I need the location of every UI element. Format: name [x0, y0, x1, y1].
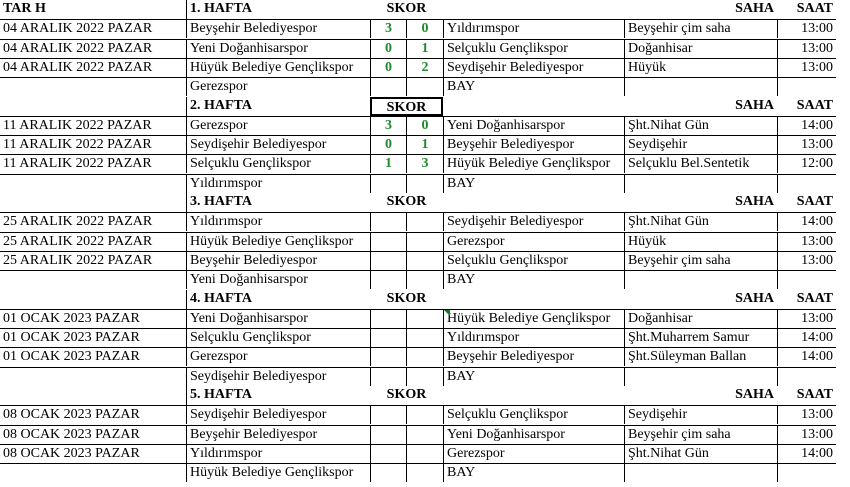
home-score[interactable]: [370, 309, 406, 328]
match-date[interactable]: 08 OCAK 2023 PAZAR: [0, 444, 186, 463]
home-team[interactable]: Selçuklu Gençlikspor: [186, 154, 370, 173]
blank-cell[interactable]: [370, 463, 406, 482]
match-date[interactable]: 01 OCAK 2023 PAZAR: [0, 328, 186, 347]
home-team[interactable]: Seydişehir Belediyespor: [186, 135, 370, 154]
away-score[interactable]: 1: [406, 135, 443, 154]
match-date[interactable]: 04 ARALIK 2022 PAZAR: [0, 58, 186, 77]
away-team[interactable]: Yeni Doğanhisarspor: [443, 116, 624, 135]
venue[interactable]: Hüyük: [624, 232, 777, 251]
kickoff-time[interactable]: 13:00: [777, 39, 836, 58]
home-team[interactable]: Beyşehir Belediyespor: [186, 425, 370, 444]
week-title[interactable]: 4. HAFTA: [186, 290, 370, 309]
score-column-header[interactable]: SKOR: [386, 291, 427, 306]
kickoff-time[interactable]: 14:00: [777, 212, 836, 231]
home-team[interactable]: Beyşehir Belediyespor: [186, 251, 370, 270]
blank-cell[interactable]: [406, 77, 443, 96]
venue-column-header[interactable]: SAHA: [735, 291, 774, 306]
home-team[interactable]: Hüyük Belediye Gençlikspor: [186, 232, 370, 251]
blank-cell[interactable]: [370, 270, 406, 289]
match-date[interactable]: 08 OCAK 2023 PAZAR: [0, 405, 186, 424]
away-team[interactable]: Beyşehir Belediyespor: [443, 135, 624, 154]
home-team[interactable]: Seydişehir Belediyespor: [186, 405, 370, 424]
blank-cell[interactable]: [0, 77, 186, 96]
venue[interactable]: Beyşehir çim saha: [624, 251, 777, 270]
venue[interactable]: Doğanhisar: [624, 309, 777, 328]
match-date[interactable]: 25 ARALIK 2022 PAZAR: [0, 212, 186, 231]
blank-cell[interactable]: [406, 270, 443, 289]
blank-cell[interactable]: [406, 174, 443, 193]
away-team[interactable]: Gerezspor: [443, 444, 624, 463]
bye-label[interactable]: BAY: [443, 77, 624, 96]
home-score[interactable]: 3: [370, 116, 406, 135]
venue[interactable]: Şht.Nihat Gün: [624, 116, 777, 135]
home-score[interactable]: 3: [370, 19, 406, 38]
venue[interactable]: Şht.Nihat Gün: [624, 444, 777, 463]
home-team[interactable]: Gerezspor: [186, 116, 370, 135]
score-column-header[interactable]: SKOR: [386, 387, 427, 402]
home-score[interactable]: [370, 232, 406, 251]
away-team[interactable]: Yıldırımspor: [443, 328, 624, 347]
week-title[interactable]: 3. HAFTA: [186, 193, 370, 212]
week-title[interactable]: 2. HAFTA: [186, 97, 370, 116]
blank-cell[interactable]: [0, 174, 186, 193]
match-date[interactable]: 01 OCAK 2023 PAZAR: [0, 347, 186, 366]
match-date[interactable]: 01 OCAK 2023 PAZAR: [0, 309, 186, 328]
away-score[interactable]: [406, 212, 443, 231]
home-score[interactable]: [370, 425, 406, 444]
bye-label[interactable]: BAY: [443, 174, 624, 193]
kickoff-time[interactable]: 13:00: [777, 405, 836, 424]
home-team[interactable]: Hüyük Belediye Gençlikspor: [186, 58, 370, 77]
match-date[interactable]: 04 ARALIK 2022 PAZAR: [0, 19, 186, 38]
away-team[interactable]: Hüyük Belediye Gençlikspor: [443, 309, 624, 328]
kickoff-time[interactable]: 13:00: [777, 135, 836, 154]
blank-cell[interactable]: [624, 270, 777, 289]
home-score[interactable]: 0: [370, 135, 406, 154]
time-column-header[interactable]: SAAT: [796, 1, 833, 16]
kickoff-time[interactable]: 14:00: [777, 444, 836, 463]
home-team[interactable]: Yeni Doğanhisarspor: [186, 39, 370, 58]
venue-column-header[interactable]: SAHA: [735, 98, 774, 113]
score-column-header[interactable]: SKOR: [386, 1, 427, 16]
blank-cell[interactable]: [0, 290, 186, 309]
kickoff-time[interactable]: 13:00: [777, 232, 836, 251]
cell-comment-indicator: [444, 310, 450, 316]
kickoff-time[interactable]: 14:00: [777, 116, 836, 135]
bye-team[interactable]: Seydişehir Belediyespor: [186, 367, 370, 386]
bye-team[interactable]: Yıldırımspor: [186, 174, 370, 193]
away-score[interactable]: 3: [406, 154, 443, 173]
bye-label[interactable]: BAY: [443, 463, 624, 482]
away-score[interactable]: 1: [406, 39, 443, 58]
bye-label[interactable]: BAY: [443, 270, 624, 289]
venue-column-header[interactable]: SAHA: [735, 1, 774, 16]
home-score[interactable]: [370, 444, 406, 463]
away-team[interactable]: Selçuklu Gençlikspor: [443, 251, 624, 270]
match-date[interactable]: 25 ARALIK 2022 PAZAR: [0, 232, 186, 251]
venue[interactable]: Selçuklu Bel.Sentetik: [624, 154, 777, 173]
match-date[interactable]: 25 ARALIK 2022 PAZAR: [0, 251, 186, 270]
venue[interactable]: Seydişehir: [624, 135, 777, 154]
date-column-header[interactable]: TAR H: [3, 1, 46, 16]
venue[interactable]: Şht.Süleyman Ballan: [624, 347, 777, 366]
kickoff-time[interactable]: 13:00: [777, 58, 836, 77]
home-score[interactable]: 0: [370, 39, 406, 58]
blank-cell[interactable]: [624, 174, 777, 193]
home-team[interactable]: Selçuklu Gençlikspor: [186, 328, 370, 347]
week-title[interactable]: 5. HAFTA: [186, 386, 370, 405]
away-score[interactable]: [406, 444, 443, 463]
venue[interactable]: Hüyük: [624, 58, 777, 77]
away-team[interactable]: Hüyük Belediye Gençlikspor: [443, 154, 624, 173]
away-score[interactable]: [406, 405, 443, 424]
venue[interactable]: Beyşehir çim saha: [624, 425, 777, 444]
time-column-header[interactable]: SAAT: [796, 98, 833, 113]
score-column-header[interactable]: SKOR: [370, 97, 443, 116]
kickoff-time[interactable]: 13:00: [777, 19, 836, 38]
away-score[interactable]: [406, 251, 443, 270]
blank-cell[interactable]: [0, 193, 186, 212]
home-team[interactable]: Yıldırımspor: [186, 212, 370, 231]
blank-cell[interactable]: [0, 367, 186, 386]
away-score[interactable]: [406, 328, 443, 347]
away-score[interactable]: [406, 425, 443, 444]
match-date[interactable]: 08 OCAK 2023 PAZAR: [0, 425, 186, 444]
bye-team[interactable]: Gerezspor: [186, 77, 370, 96]
venue[interactable]: Seydişehir: [624, 405, 777, 424]
score-column-header[interactable]: SKOR: [386, 194, 427, 209]
kickoff-time[interactable]: 14:00: [777, 328, 836, 347]
blank-cell[interactable]: [0, 97, 186, 116]
blank-cell[interactable]: [777, 270, 836, 289]
match-date[interactable]: 04 ARALIK 2022 PAZAR: [0, 39, 186, 58]
home-score[interactable]: 0: [370, 58, 406, 77]
blank-cell[interactable]: [624, 463, 777, 482]
home-score[interactable]: 1: [370, 154, 406, 173]
venue-column-header[interactable]: SAHA: [735, 194, 774, 209]
blank-cell[interactable]: [370, 367, 406, 386]
away-score[interactable]: [406, 232, 443, 251]
blank-cell[interactable]: [624, 367, 777, 386]
kickoff-time[interactable]: 13:00: [777, 251, 836, 270]
home-team[interactable]: Gerezspor: [186, 347, 370, 366]
home-team[interactable]: Beyşehir Belediyespor: [186, 19, 370, 38]
away-score[interactable]: 0: [406, 116, 443, 135]
kickoff-time[interactable]: 12:00: [777, 154, 836, 173]
venue-column-header[interactable]: SAHA: [735, 387, 774, 402]
away-score[interactable]: 2: [406, 58, 443, 77]
time-column-header[interactable]: SAAT: [796, 387, 833, 402]
blank-cell[interactable]: [406, 367, 443, 386]
blank-cell[interactable]: [0, 463, 186, 482]
venue[interactable]: Şht.Muharrem Samur: [624, 328, 777, 347]
away-team[interactable]: Selçuklu Gençlikspor: [443, 405, 624, 424]
kickoff-time[interactable]: 14:00: [777, 347, 836, 366]
bye-label[interactable]: BAY: [443, 367, 624, 386]
away-team[interactable]: Selçuklu Gençlikspor: [443, 39, 624, 58]
bye-team[interactable]: Yeni Doğanhisarspor: [186, 270, 370, 289]
home-score[interactable]: [370, 212, 406, 231]
time-column-header[interactable]: SAAT: [796, 194, 833, 209]
home-score[interactable]: [370, 328, 406, 347]
away-score[interactable]: [406, 309, 443, 328]
match-date[interactable]: 11 ARALIK 2022 PAZAR: [0, 135, 186, 154]
away-team[interactable]: Seydişehir Belediyespor: [443, 58, 624, 77]
blank-cell[interactable]: [777, 77, 836, 96]
home-score[interactable]: [370, 405, 406, 424]
kickoff-time[interactable]: 13:00: [777, 309, 836, 328]
home-team[interactable]: Yıldırımspor: [186, 444, 370, 463]
home-score[interactable]: [370, 251, 406, 270]
blank-cell[interactable]: [0, 386, 186, 405]
venue[interactable]: Beyşehir çim saha: [624, 19, 777, 38]
home-score[interactable]: [370, 347, 406, 366]
week-title[interactable]: 1. HAFTA: [186, 0, 370, 19]
blank-cell[interactable]: [406, 463, 443, 482]
blank-cell[interactable]: [777, 463, 836, 482]
blank-cell[interactable]: [370, 174, 406, 193]
away-team[interactable]: Gerezspor: [443, 232, 624, 251]
venue[interactable]: Şht.Nihat Gün: [624, 212, 777, 231]
kickoff-time[interactable]: 13:00: [777, 425, 836, 444]
blank-cell[interactable]: [777, 367, 836, 386]
blank-cell[interactable]: [370, 77, 406, 96]
away-team[interactable]: Yıldırımspor: [443, 19, 624, 38]
match-date[interactable]: 11 ARALIK 2022 PAZAR: [0, 116, 186, 135]
bye-team[interactable]: Hüyük Belediye Gençlikspor: [186, 463, 370, 482]
venue[interactable]: Doğanhisar: [624, 39, 777, 58]
time-column-header[interactable]: SAAT: [796, 291, 833, 306]
away-team[interactable]: Beyşehir Belediyespor: [443, 347, 624, 366]
blank-cell[interactable]: [0, 270, 186, 289]
blank-cell[interactable]: [777, 174, 836, 193]
match-date[interactable]: 11 ARALIK 2022 PAZAR: [0, 154, 186, 173]
away-team[interactable]: Seydişehir Belediyespor: [443, 212, 624, 231]
home-team[interactable]: Yeni Doğanhisarspor: [186, 309, 370, 328]
away-score[interactable]: 0: [406, 19, 443, 38]
away-score[interactable]: [406, 347, 443, 366]
blank-cell[interactable]: [624, 77, 777, 96]
away-team[interactable]: Yeni Doğanhisarspor: [443, 425, 624, 444]
